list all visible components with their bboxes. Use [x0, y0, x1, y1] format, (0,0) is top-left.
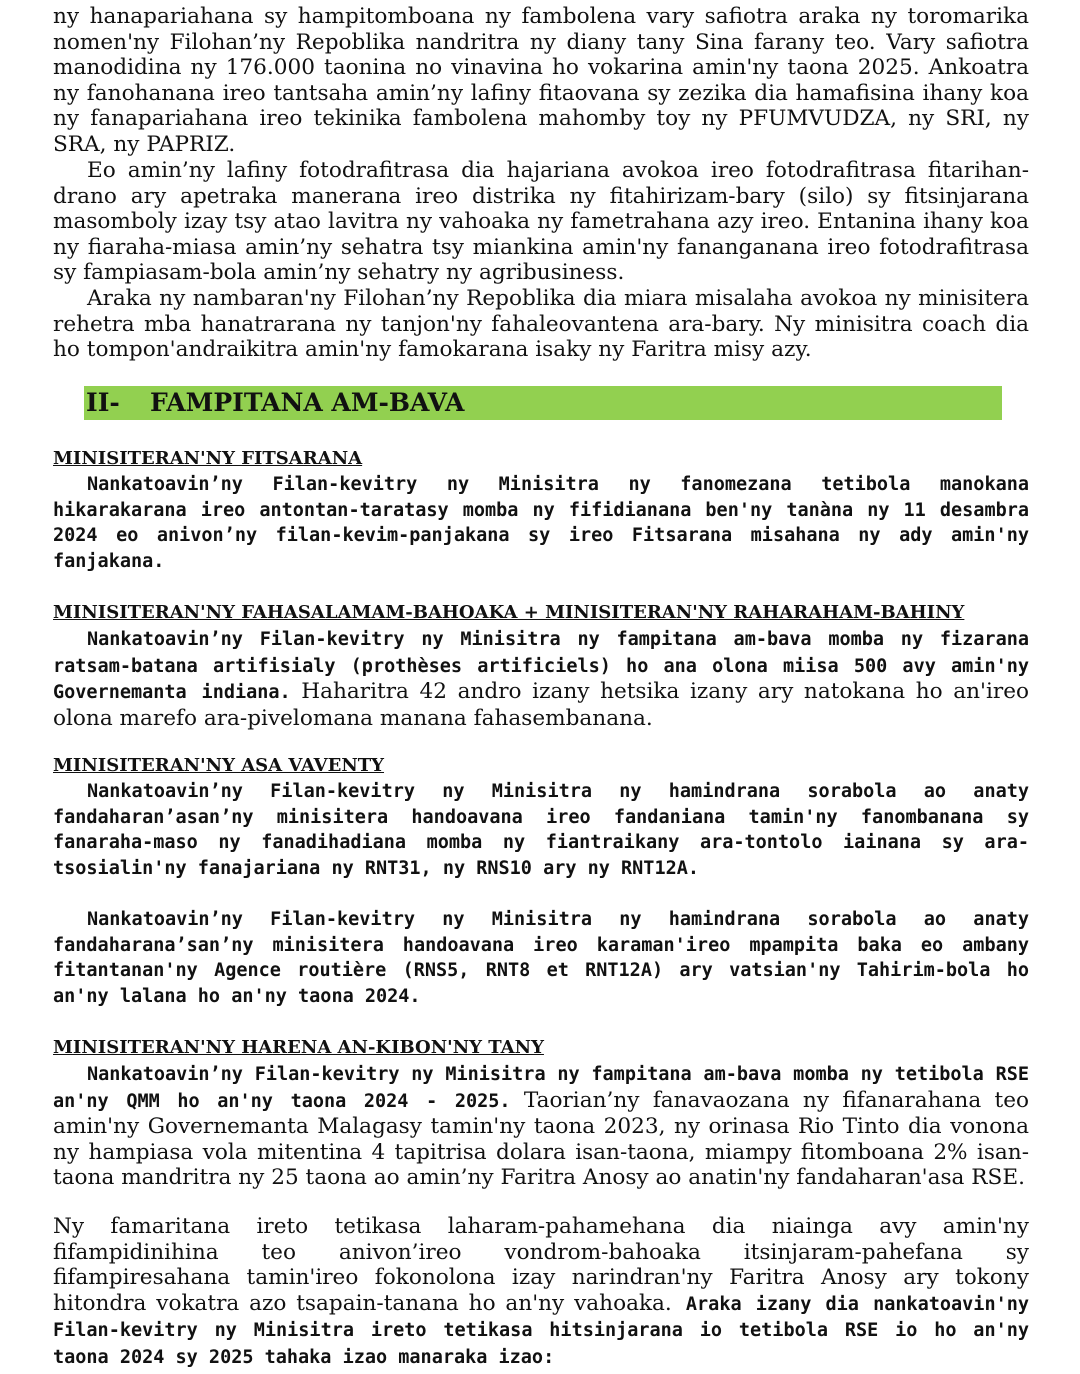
decision-harena-1	[53, 1061, 1029, 1191]
decision-harena-detail: Taorian’ny fanavaozana ny fifanarahana teo amin'ny Governemanta Malagasy tamin'ny taona 2023, ny orinasa Rio Tinto dia vonona ny hampiasa vola mitentina 4 tapitrisa dolara isan-taona, miampy fitomboana 2% isan-taona mandritra ny 25 taona ao amin’ny Faritra Anosy ao anatin'ny fandaharan'asa RSE.	[53, 1087, 1030, 1191]
section-heading-number: II-	[86, 388, 120, 417]
decision-harena-bold: Nankatoavin’ny Filan-kevitry ny Minisitra ny fampitana am-bava momba ny tetibola RSE an'ny QMM ho an'ny taona 2024 - 2025.	[53, 1064, 1029, 1112]
intro-paragraph-2: Eo amin’ny lafiny fotodrafitrasa dia hajariana avokoa ireo fotodrafitrasa fitarihan-drano ary apetraka manerana ireo distrika ny fitahirizam-bary (silo) sy fitsinjarana masomboly izay tsy atao lavitra ny vahoaka ny fametrahana azy ireo. Entanina ihany koa ny fiaraha-miasa amin’ny sehatra tsy miankina amin'ny fananganana ireo fotodrafitrasa sy fampiasam-bola amin’ny sehatry ny agribusiness.	[53, 158, 1029, 286]
section-heading-bar	[84, 386, 1002, 420]
ministry-title-asa-vaventy: MINISITERAN'NY ASA VAVENTY	[53, 755, 385, 776]
decision-fitsarana: Nankatoavin’ny Filan-kevitry ny Minisitra ny fanomezana tetibola manokana hikarakarana ireo antontan-taratasy momba ny fifidianana ben'ny tanàna ny 11 desambra 2024 eo anivon’ny filan-kevim-panjakana sy ireo Fitsarana misahana ny ady amin'ny fanjakana.	[53, 474, 1029, 572]
section-heading-title: FAMPITANA AM-BAVA	[150, 388, 465, 417]
intro-paragraph-3: Araka ny nambaran'ny Filohan’ny Repoblika dia miara misalaha avokoa ny minisitera rehetra mba hanatrarana ny tanjon'ny fahaleovantena ara-bary. Ny minisitra coach dia ho tompon'andraikitra amin'ny famokarana isaky ny Faritra misy azy.	[53, 286, 1029, 363]
ministry-title-harena-an-kibon-ny-tany: MINISITERAN'NY HARENA AN-KIBON'NY TANY	[53, 1037, 544, 1058]
decision-asa-vaventy-2: Nankatoavin’ny Filan-kevitry ny Minisitra ny hamindrana sorabola ao anaty fandaharana’san’ny minisitera handoavana ireo karaman'ireo mpampita baka eo ambany fitantanan'ny Agence routière (RNS5, RNT8 et RNT12A) ary vatsian'ny Tahirim-bola ho an'ny lalana ho an'ny taona 2024.	[53, 909, 1029, 1007]
decision-fahasalamana-detail: Haharitra 42 andro izany hetsika izany ary natokana ho an'ireo olona marefo ara-pivelomana manana fahasembanana.	[53, 679, 1030, 731]
decision-harena-bold-2: Araka izany dia nankatoavin'ny Filan-kevitry ny Minisitra ireto tetikasa hitsinjarana io tetibola RSE io ho an'ny taona 2024 sy 2025 tahaka izao manaraka izao:	[53, 1293, 1030, 1368]
decision-asa-vaventy-1: Nankatoavin’ny Filan-kevitry ny Minisitra ny hamindrana sorabola ao anaty fandaharan’asan’ny minisitera handoavana ireo fandaniana tamin'ny fanombanana sy fanaraha-maso ny fanadihadiana momba ny fiantraikany ara-tontolo iainana sy ara-tsosialin'ny fanajariana ny RNT31, ny RNS10 ary ny RNT12A.	[53, 781, 1029, 879]
ministry-title-fitsarana: MINISITERAN'NY FITSARANA	[53, 448, 363, 469]
ministry-title-fahasalamana-raharahambahiny: MINISITERAN'NY FAHASALAMAM-BAHOAKA + MINISITERAN'NY RAHARAHAM-BAHINY	[53, 602, 965, 623]
decision-fahasalamana	[53, 626, 1029, 731]
decision-harena-2	[53, 1214, 1029, 1371]
decision-harena-detail-2: Ny famaritana ireto tetikasa laharam-pahamehana dia niainga avy amin'ny fifampidinihina teo anivon’ireo vondrom-bahoaka itsinjaram-pahefana sy fifampiresahana tamin'ireo fokonolona izay narindran'ny Faritra Anosy ary tokony hitondra vokatra azo tsapain-tanana ho an'ny vahoaka.	[53, 1214, 1029, 1316]
decision-fahasalamana-bold: Nankatoavin’ny Filan-kevitry ny Minisitra ny fampitana am-bava momba ny fizarana ratsam-batana artifisialy (prothèses artificiels) ho ana olona miisa 500 avy amin'ny Governemanta indiana.	[53, 629, 1029, 704]
intro-paragraph-1: ny hanapariahana sy hampitomboana ny fambolena vary safiotra araka ny toromarika nomen'ny Filohan’ny Repoblika nandritra ny diany tany Sina farany teo. Vary safiotra manodidina ny 176.000 taonina no vinavina ho vokarina amin'ny taona 2025. Ankoatra ny fanohanana ireo tantsaha amin’ny lafiny fitaovana sy zezika dia hamafisina ihany koa ny fanapariahana ireo tekinika fambolena mahomby toy ny PFUMVUDZA, ny SRI, ny SRA, ny PAPRIZ.	[53, 4, 1029, 157]
